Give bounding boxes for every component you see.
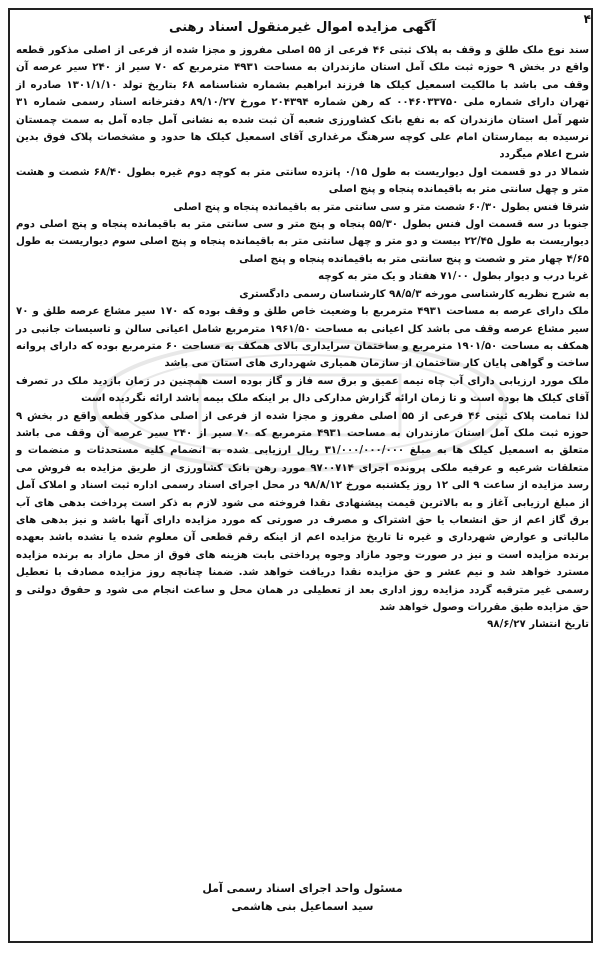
signature-block — [0, 880, 605, 916]
paragraph-south-boundary: جنوبا در سه قسمت اول فنس بطول ۵۵/۳۰ پنجاه و پنج متر و سی سانتی متر به باقیمانده پنجاه و پنج اصلی دوم دیواریست به طول ۲۲/۴۵ بیست و دو متر و چهل سانتی متر به باقیمانده پنجاه و پنج اصلی سوم دیواریست به طول ۴/۶۵ چهار متر و شصت و پنج سانتی متر به باقیمانده پنجاه و پنج اصلی — [16, 219, 589, 265]
paragraph-north-boundary: شمالا در دو قسمت اول دیواریست به طول ۰/۱۵ پانزده سانتی متر به کوچه دوم غیره بطول ۶۸/۴۰ شصت و هشت متر و چهل سانتی متر به باقیمانده پنجاه و پنج اصلی — [16, 166, 589, 196]
paragraph-east-boundary: شرقا فنس بطول ۶۰/۳۰ شصت متر و سی سانتی متر به باقیمانده پنجاه و پنج اصلی — [173, 201, 589, 213]
signature-name: سید اسماعیل بنی هاشمی — [231, 900, 374, 913]
notice-title: آگهی مزایده اموال غیرمنقول اسناد رهنی — [169, 20, 436, 35]
signature-title: مسئول واحد اجرای اسناد رسمی آمل — [202, 882, 403, 895]
paragraph-property-area: ملک دارای عرصه به مساحت ۴۹۳۱ مترمربع با وضعیت خاص طلق و وقف بوده که ۱۷۰ سیر مشاع عرصه طلق و ۷۰ سیر مشاع عرصه وقف می باشد کل اعیانی به مساحت ۱۹۶۱/۵۰ مترمربع شامل اعیانی سالن و تاسیسات جانبی در همکف به مساحت ۱۹۰۱/۵۰ مترمربع و ساختمان سرایداری بالای همکف به مساحت ۶۰ مترمربع بوده که دارای پروانه ساخت و گواهی پایان کار ساختمان از سازمان همیاری شهرداری های استان می باشد — [16, 306, 589, 370]
paragraph-expert-opinion: به شرح نظریه کارشناسی مورخه ۹۸/۵/۳ کارشناسان رسمی دادگستری — [239, 288, 589, 300]
paragraph-property-description: سند نوع ملک طلق و وقف به پلاک ثبتی ۴۶ فرعی از ۵۵ اصلی مفروز و مجزا شده از فرعی از اصلی مذکور قطعه واقع در بخش ۹ حوزه ثبت ملک آمل استان مازندران به مساحت ۴۹۳۱ مترمربع که ۷۰ سیر از ۲۴۰ سیر عرصه آن وقف می باشد با مالکیت اسمعیل کیلک ها فرزند ابراهیم بشماره شناسنامه ۶۸ بتاریخ تولد ۱۳۰۱/۱/۱۰ صادره از تهران دارای شماره ملی ۰۰۴۶۰۳۳۷۵۰ که رهن شماره ۲۰۴۳۹۴ مورخ ۸۹/۱۰/۲۷ دفترخانه اسناد رسمی شماره ۳۱ شهر آمل استان مازندران که به نفع بانک کشاورزی شعبه آن ثبت شده به نشانی آمل جاده آمل به سمت چمستان نرسیده به بیمارستان امام علی کوچه سرهنگ مرغداری آقای اسمعیل کیلک ها حدود و مشخصات پلاک فوق بدین شرح اعلام میگردد — [16, 45, 589, 161]
paragraph-utilities: ملک مورد ارزیابی دارای آب چاه نیمه عمیق و برق سه فاز و گاز بوده است همچنین در زمان بازدید ملک در تصرف آقای کیلک ها بوده است و تا زمان ارائه گزارش مدارکی دال بر اینکه ملک بیمه باشد ارائه نگردیده است — [16, 375, 589, 405]
paragraph-west-boundary: غربا درب و دیوار بطول ۷۱/۰۰ هفتاد و یک متر به کوچه — [318, 271, 589, 283]
notice-body — [16, 42, 589, 634]
publication-date: تاریخ انتشار ۹۸/۶/۲۷ — [487, 619, 589, 631]
paragraph-auction-terms: لذا تمامت پلاک ثبتی ۴۶ فرعی از ۵۵ اصلی مفروز و مجزا شده از فرعی از اصلی مذکور قطعه واقع در بخش ۹ حوزه ثبت ملک آمل استان مازندران به مساحت ۴۹۳۱ مترمربع که ۷۰ سیر از ۲۴۰ سیر عرصه آن وقف می باشد متعلق به اسمعیل کیلک ها به مبلغ ۳۱/۰۰۰/۰۰۰/۰۰۰ ریال ارزیابی شده به انضمام کلیه مستحدثات و منضمات و متعلقات شرعیه و عرفیه ملکی پرونده اجرای ۹۷۰۰۷۱۴ مورد رهن بانک کشاورزی از طریق مزایده به فروش می رسد مزایده از ساعت ۹ الی ۱۲ روز یکشنبه مورخ ۹۸/۸/۱۲ در محل اجرای اسناد رسمی اداره ثبت اسناد و املاک آمل از مبلغ ارزیابی آغاز و به بالاترین قیمت پیشنهادی نقدا فروخته می شود لازم به ذکر است پرداخت بدهی های آب برق گاز اعم از حق انشعاب یا حق اشتراک و مصرف در صورتی که مورد مزایده دارای آنها باشد و نیز بدهی های مالیاتی و عوارض شهرداری و غیره تا تاریخ مزایده اعم از اینکه رقم قطعی آن معلوم شده یا نشده باشد بعهده برنده مزایده است و نیز در صورت وجود مازاد وجوه پرداختی بابت هزینه های فوق از محل مازاد به برنده مزایده مسترد خواهد شد و نیم عشر و حق مزایده نقدا دریافت خواهد شد. ضمنا چنانچه روز مزایده مصادف با تعطیل رسمی غیر مترقبه گردد مزایده روز اداری بعد از تعطیلی در همان محل و ساعت انجام می شود و حقوق دولتی و حق مزایده طبق مقررات وصول خواهد شد — [16, 410, 590, 613]
page-number: ۴ — [583, 12, 591, 26]
